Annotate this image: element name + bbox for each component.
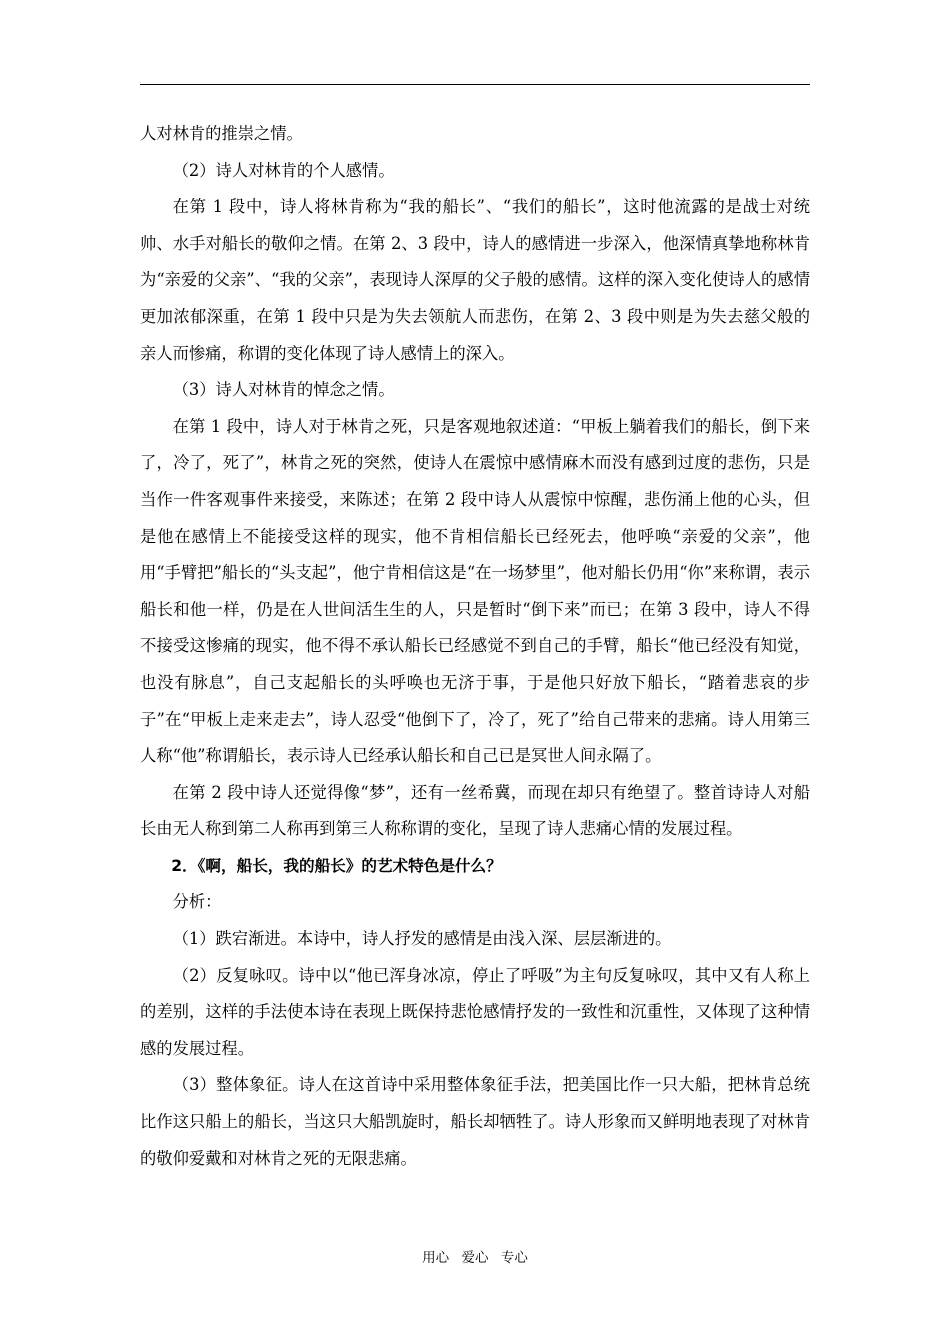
analysis-point-2: （2）反复咏叹。诗中以“他已浑身冰凉，停止了呼吸”为主句反复咏叹，其中又有人称上的差别，这样的手法使本诗在表现上既保持悲怆感情抒发的一致性和沉重性，又体现了这种情感的发展过程。 bbox=[140, 965, 810, 1058]
question-heading: 2．《啊，船长，我的船长》的艺术特色是什么？ bbox=[171, 856, 502, 875]
analysis-point-1: （1）跌宕渐进。本诗中，诗人抒发的感情是由浅入深、层层渐进的。 bbox=[172, 929, 672, 949]
paragraph-personal-feeling: 在第 1 段中，诗人将林肯称为“我的船长”、“我们的船长”，这时他流露的是战士对统帅、水手对船长的敬仰之情。在第 2、3 段中，诗人的感情进一步深入，他深情真挚地称林肯为“亲爱的父亲”、“我的父亲”，表现诗人深厚的父子般的感情。这样的深入变化使诗人的感情更加浓郁深重，在第 1 段中只是为失去领航人而悲伤，在第 2、3 段中则是为失去慈父般的亲人而惨痛，称谓的变化体现了诗人感情上的深入。 bbox=[140, 197, 810, 363]
subheading-personal-feeling: （2）诗人对林肯的个人感情。 bbox=[172, 160, 395, 180]
page-footer: 用心 爱心 专心 bbox=[422, 1250, 528, 1266]
header-rule bbox=[140, 84, 810, 85]
paragraph-mourning-summary: 在第 2 段中诗人还觉得像“梦”，还有一丝希冀，而现在却只有绝望了。整首诗诗人对船长由无人称到第二人称再到第三人称称谓的变化，呈现了诗人悲痛心情的发展过程。 bbox=[140, 782, 810, 839]
analysis-label: 分析： bbox=[172, 892, 222, 912]
analysis-point-3: （3）整体象征。诗人在这首诗中采用整体象征手法，把美国比作一只大船，把林肯总统比作这只船上的船长，当这只大船凯旋时，船长却牺牲了。诗人形象而又鲜明地表现了对林肯的敬仰爱戴和对林肯之死的无限悲痛。 bbox=[140, 1075, 810, 1168]
paragraph-continuation: 人对林肯的推崇之情。 bbox=[140, 124, 303, 143]
subheading-mourning: （3）诗人对林肯的悼念之情。 bbox=[172, 380, 395, 400]
document-body bbox=[140, 116, 810, 1177]
paragraph-mourning: 在第 1 段中，诗人对于林肯之死，只是客观地叙述道：“甲板上躺着我们的船长，倒下来了，冷了，死了”，林肯之死的突然，使诗人在震惊中感情麻木而没有感到过度的悲伤，只是当作一件客观事件来接受，来陈述；在第 2 段中诗人从震惊中惊醒，悲伤涌上他的心头，但是他在感情上不能接受这样的现实，他不肯相信船长已经死去，他呼唤“亲爱的父亲”，他用“手臂把”船长的“头支起”，他宁肯相信这是“在一场梦里”，他对船长仍用“你”来称谓，表示船长和他一样，仍是在人世间活生生的人，只是暂时“倒下来”而已；在第 3 段中，诗人不得不接受这惨痛的现实，他不得不承认船长已经感觉不到自己的手臂，船长“他已经没有知觉，也没有脉息”，自己支起船长的头呼唤也无济于事，于是他只好放下船长，“踏着悲哀的步子”在“甲板上走来走去”，诗人忍受“他倒下了，冷了，死了”给自己带来的悲痛。诗人用第三人称“他”称谓船长，表示诗人已经承认船长和自己已是冥世人间永隔了。 bbox=[140, 416, 810, 766]
